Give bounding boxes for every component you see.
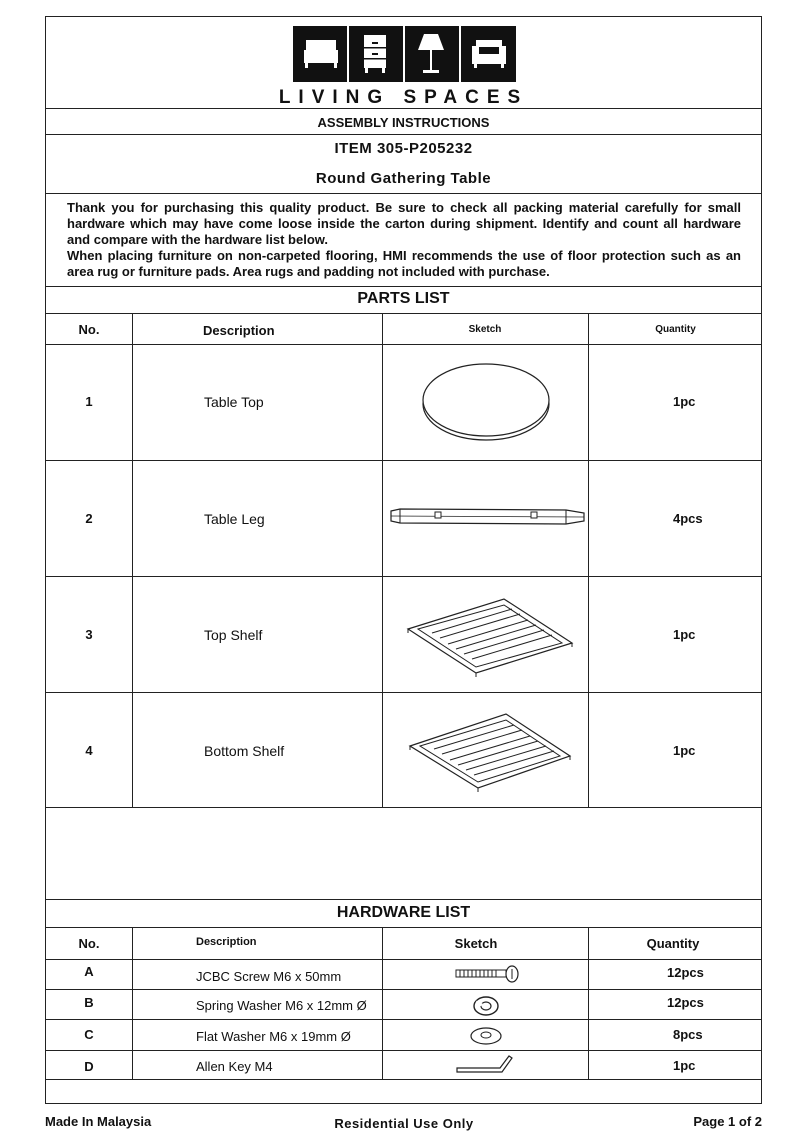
hardware-col-quantity: Quantity <box>646 936 700 951</box>
spring-washer-icon <box>471 994 501 1018</box>
part-quantity: 1pc <box>673 627 696 642</box>
sofa-icon <box>471 38 507 70</box>
part-description: Table Top <box>204 394 264 410</box>
brand-logo <box>293 26 516 82</box>
document-frame <box>45 16 762 1104</box>
hardware-quantity: 8pcs <box>673 1027 703 1042</box>
top-shelf-sketch <box>406 595 576 677</box>
bed-icon <box>303 38 339 70</box>
part-no: 1 <box>85 394 93 409</box>
allen-key-icon <box>454 1052 516 1078</box>
parts-col-quantity: Quantity <box>655 324 696 335</box>
hardware-no: B <box>84 995 94 1010</box>
part-no: 2 <box>85 511 93 526</box>
product-name: Round Gathering Table <box>315 170 492 187</box>
intro-text <box>67 200 741 280</box>
parts-col-description: Description <box>203 323 275 338</box>
part-description: Table Leg <box>204 511 265 527</box>
footer-origin: Made In Malaysia <box>45 1114 152 1129</box>
parts-col-sketch: Sketch <box>468 324 502 335</box>
part-no: 3 <box>85 627 93 642</box>
screw-icon <box>454 965 522 983</box>
item-number: ITEM 305-P205232 <box>334 140 473 157</box>
hardware-list-title: HARDWARE LIST <box>336 904 471 921</box>
hardware-no: D <box>84 1059 94 1074</box>
hardware-description: Flat Washer M6 x 19mm Ø <box>196 1029 351 1044</box>
hardware-col-sketch: Sketch <box>454 936 498 951</box>
footer-usage: Residential Use Only <box>334 1116 474 1131</box>
flat-washer-icon <box>469 1025 503 1047</box>
hardware-quantity: 12pcs <box>667 965 704 980</box>
part-quantity: 4pcs <box>673 511 703 526</box>
hardware-description: Spring Washer M6 x 12mm Ø <box>196 998 367 1013</box>
hardware-no: A <box>84 964 94 979</box>
part-no: 4 <box>85 743 93 758</box>
page-number: Page 1 of 2 <box>693 1114 762 1129</box>
hardware-description: JCBC Screw M6 x 50mm <box>196 969 342 984</box>
hardware-description: Allen Key M4 <box>196 1059 273 1074</box>
hardware-quantity: 1pc <box>673 1058 696 1073</box>
hardware-quantity: 12pcs <box>667 995 704 1010</box>
hardware-no: C <box>84 1027 94 1042</box>
brand-name: LIVING SPACES <box>278 87 529 108</box>
parts-list-title: PARTS LIST <box>357 290 450 307</box>
part-description: Bottom Shelf <box>204 743 285 759</box>
dresser-icon <box>363 34 387 74</box>
section-title: ASSEMBLY INSTRUCTIONS <box>317 115 490 130</box>
bottom-shelf-sketch <box>408 710 574 792</box>
hardware-col-description: Description <box>196 936 257 948</box>
part-quantity: 1pc <box>673 743 696 758</box>
part-quantity: 1pc <box>673 394 696 409</box>
parts-col-no: No. <box>78 322 100 337</box>
lamp-icon <box>417 32 445 76</box>
table-top-sketch <box>416 361 556 443</box>
hardware-col-no: No. <box>78 936 100 951</box>
intro-paragraph: When placing furniture on non-carpeted flooring, HMI recommends the use of floor protection such as an area rug or furniture pads. Area rugs and padding not included with purchase. <box>67 248 741 279</box>
intro-paragraph: Thank you for purchasing this quality product. Be sure to check all packing material carefully for small hardware which may have come loose inside the carton during shipment. Identify and count all hardware and compare with the hardware list below. <box>67 200 741 247</box>
table-leg-sketch <box>386 501 588 533</box>
part-description: Top Shelf <box>204 627 263 643</box>
